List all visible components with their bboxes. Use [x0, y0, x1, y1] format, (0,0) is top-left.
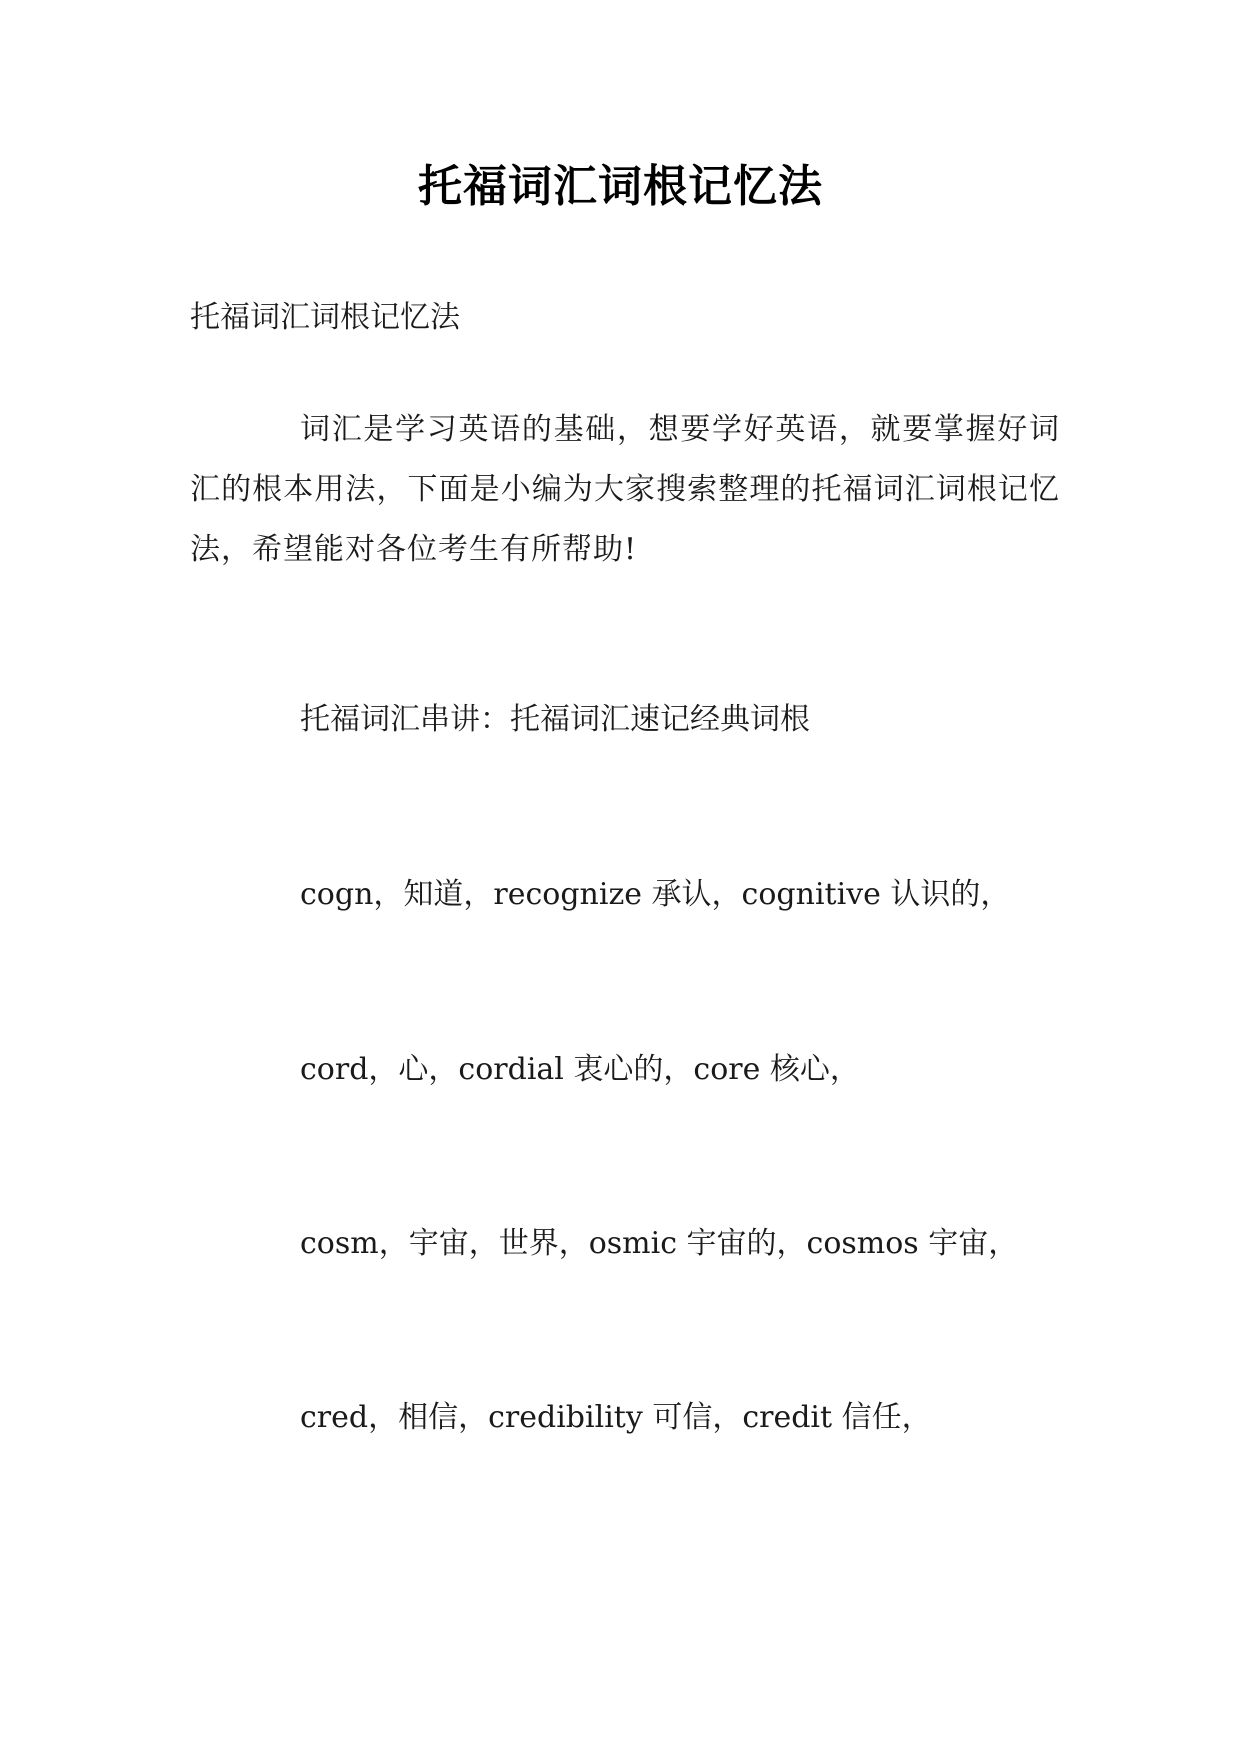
- page-title: 托福词汇词根记忆法: [418, 161, 823, 212]
- section-heading: 托福词汇串讲：托福词汇速记经典词根: [300, 702, 810, 737]
- intro-paragraph: 词汇是学习英语的基础，想要学好英语，就要掌握好词汇的根本用法，下面是小编为大家搜索整理的托福词汇词根记忆法，希望能对各位考生有所帮助!: [190, 412, 1060, 567]
- word-root-entry-cord: cord，心，cordial 衷心的，core 核心，: [300, 1052, 860, 1087]
- word-root-entry-cred: cred，相信，credibility 可信，credit 信任，: [300, 1400, 932, 1435]
- word-root-entry-cosm: cosm，宇宙，世界，osmic 宇宙的，cosmos 宇宙，: [300, 1226, 1019, 1261]
- document-subtitle: 托福词汇词根记忆法: [190, 300, 460, 335]
- word-root-entry-cogn: cogn，知道，recognize 承认，cognitive 认识的，: [300, 877, 1011, 912]
